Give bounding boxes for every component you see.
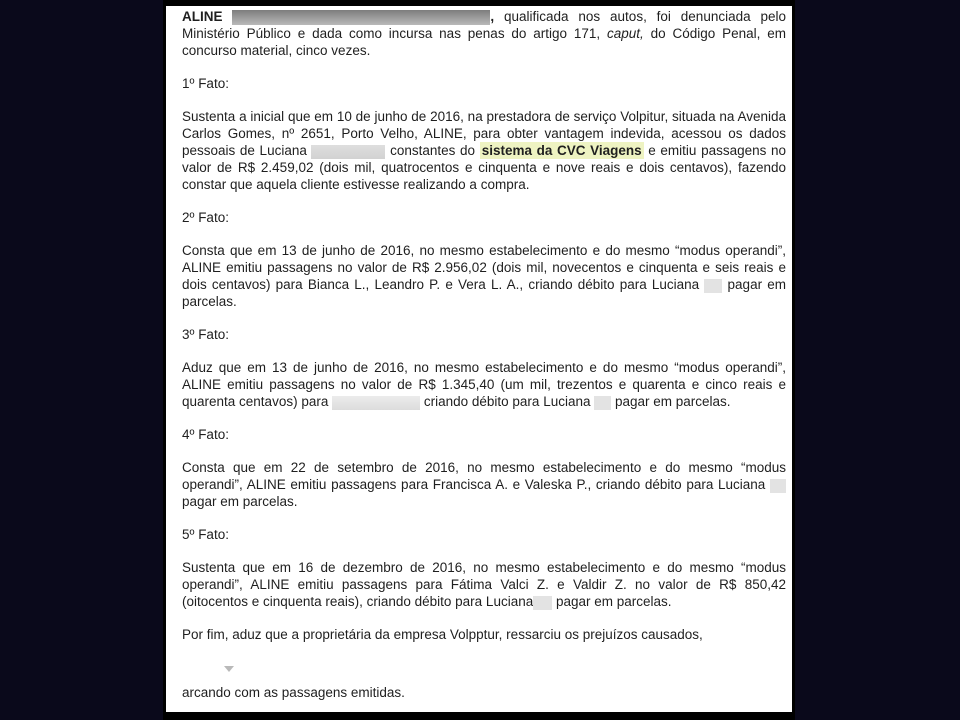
fact-3-paragraph — [182, 359, 786, 410]
intro-paragraph: ALINE , qualificada nos autos, foi denunciada pelo Ministério Público e dada como incursa nas penas do artigo 171, caput, do Código Penal, em concurso material, cinco vezes. — [182, 9, 786, 58]
fact-heading: 5º Fato: — [182, 527, 229, 542]
body-text: pagar em parcelas. — [182, 494, 298, 509]
body-text: qualificada nos autos, foi denunciada pelo Ministério Público e dada como incursa nas penas do artigo 171, — [182, 9, 786, 41]
fact-1-paragraph — [182, 108, 786, 193]
fact-2-paragraph — [182, 242, 786, 310]
closing-paragraph-1 — [182, 626, 786, 643]
highlighted-text: sistema da CVC Viagens — [481, 143, 642, 158]
body-text: Consta que em 22 de setembro de 2016, no mesmo estabelecimento e do mesmo “modus operandi”, ALINE emitiu passagens para Francisca A. e Valeska P., criando débito para Luciana — [182, 460, 786, 492]
body-text: pagar em parcelas. — [552, 594, 672, 609]
fact-heading: 2º Fato: — [182, 210, 229, 225]
document-content — [166, 6, 792, 712]
body-text: arcando com as passagens emitidas. — [182, 685, 405, 700]
body-text: Sustenta que em 16 de dezembro de 2016, no mesmo estabelecimento e do mesmo “modus operandi”, ALINE emitiu passagens para Fátima Valci Z. e Valdir Z. no valor de R$ 850,42 (oitocentos e cinquenta reais), criando débito para Luciana — [182, 560, 786, 609]
redaction-box — [770, 479, 786, 493]
fact-heading: 4º Fato: — [182, 427, 229, 442]
body-text: pagar em parcelas. — [182, 277, 786, 309]
closing-paragraph-2 — [182, 684, 786, 701]
body-text: Consta que em 13 de junho de 2016, no mesmo estabelecimento e do mesmo “modus operandi”, ALINE emitiu passagens no valor de R$ 2.956,02 (dois mil, novecentos e cinquenta e seis reais e dois centavos) para Bianca L., Leandro P. e Vera L. A., criando débito para Luciana — [182, 243, 786, 292]
redaction-box — [533, 596, 552, 610]
body-text: constantes do — [385, 143, 480, 158]
fact-4-paragraph — [182, 459, 786, 510]
scroll-indicator-icon — [224, 666, 234, 672]
fact-heading: 1º Fato: — [182, 76, 229, 91]
redaction-box — [232, 10, 490, 25]
body-text: do Código Penal, em concurso material, cinco vezes. — [182, 26, 786, 58]
redaction-box — [704, 279, 722, 293]
body-text: criando débito para Luciana — [420, 394, 595, 409]
redaction-box — [594, 396, 611, 410]
body-text: Por fim, aduz que a proprietária da empresa Volpptur, ressarciu os prejuízos causados, — [182, 627, 703, 642]
redaction-box — [332, 396, 420, 410]
body-text: e emitiu passagens no valor de R$ 2.459,02 (dois mil, quatrocentos e cinquenta e nove reais e dois centavos), fazendo constar que aquela cliente estivesse realizando a compra. — [182, 143, 787, 192]
fact-heading: 3º Fato: — [182, 327, 229, 342]
redaction-box — [311, 145, 385, 159]
marker-row — [224, 659, 786, 665]
document-page — [163, 0, 795, 720]
body-text: pagar em parcelas. — [611, 394, 731, 409]
fact-5-paragraph — [182, 559, 786, 610]
body-text: Aduz que em 13 de junho de 2016, no mesmo estabelecimento e do mesmo “modus operandi”, ALINE emitiu passagens no valor de R$ 1.345,40 (um mil, trezentos e quarenta e cinco reais e quarenta centavos) para — [182, 360, 786, 409]
body-text: Sustenta a inicial que em 10 de junho de 2016, na prestadora de serviço Volpitur, situada na Avenida Carlos Gomes, nº 2651, Porto Velho, ALINE, para obter vantagem indevida, acessou os dados pessoais de Luciana — [182, 109, 786, 158]
